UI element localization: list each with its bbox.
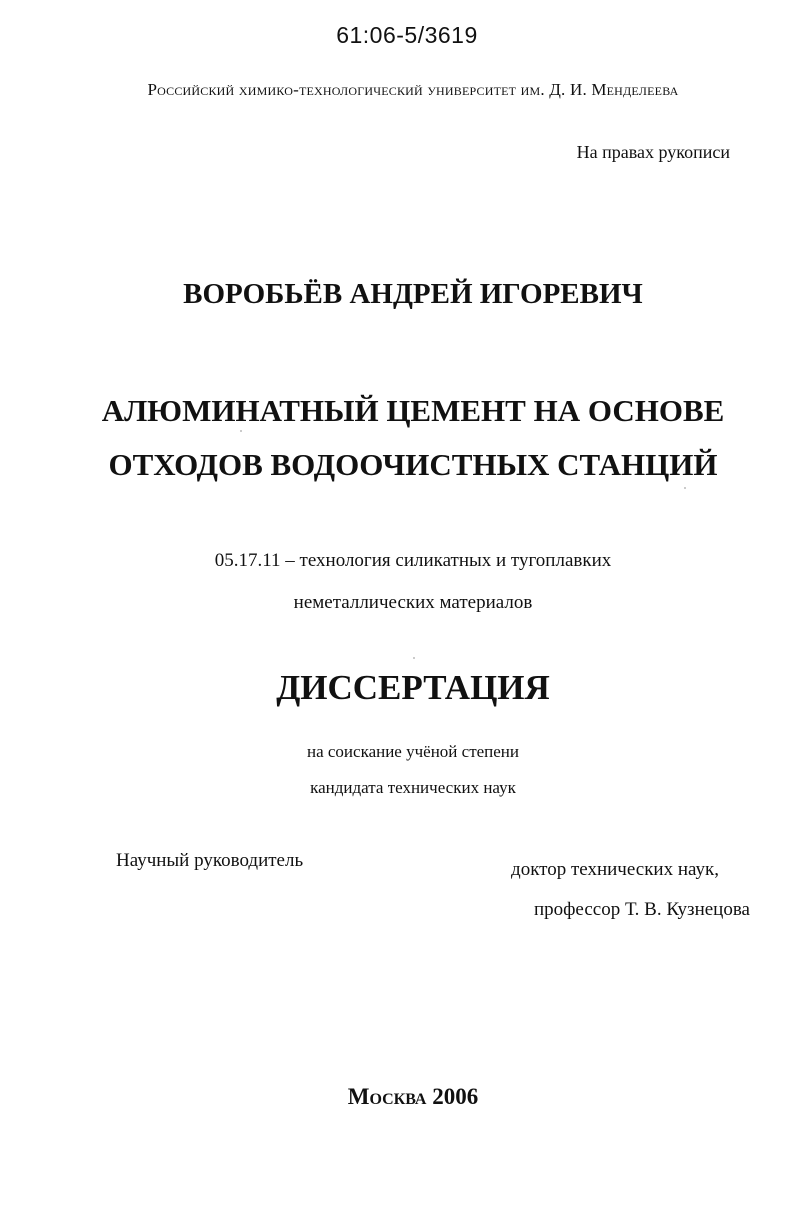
specialty-line-2: неметаллических материалов xyxy=(293,592,533,613)
manuscript-note: На правах рукописи xyxy=(576,142,730,162)
dissertation-title xyxy=(0,384,796,492)
author-name: ВОРОБЬЁВ АНДРЕЙ ИГОРЕВИЧ xyxy=(183,278,643,310)
supervisor-info xyxy=(480,850,750,930)
specialty-code xyxy=(0,540,796,624)
degree-line-1: на соискание учёной степени xyxy=(306,742,520,761)
scan-speck xyxy=(413,657,415,659)
supervisor-degree: доктор технических наук, xyxy=(511,859,719,880)
scan-speck xyxy=(684,487,686,489)
title-line-1: АЛЮМИНАТНЫЙ ЦЕМЕНТ НА ОСНОВЕ xyxy=(101,393,725,428)
supervisor-label: Научный руководитель xyxy=(116,850,304,871)
city-year: Москва 2006 xyxy=(347,1084,479,1109)
supervisor-name: профессор Т. В. Кузнецова xyxy=(533,899,750,920)
university-name: Российский химико-технологический университет им. Д. И. Менделеева xyxy=(147,80,679,99)
document-type: ДИССЕРТАЦИЯ xyxy=(276,668,550,707)
specialty-line-1: 05.17.11 – технология силикатных и тугоплавких xyxy=(214,550,612,571)
archive-stamp: 61:06-5/3619 xyxy=(336,22,478,48)
scan-speck xyxy=(240,430,242,432)
title-line-2: ОТХОДОВ ВОДООЧИСТНЫХ СТАНЦИЙ xyxy=(108,447,718,482)
degree-sought xyxy=(0,734,796,806)
degree-line-2: кандидата технических наук xyxy=(310,778,516,797)
